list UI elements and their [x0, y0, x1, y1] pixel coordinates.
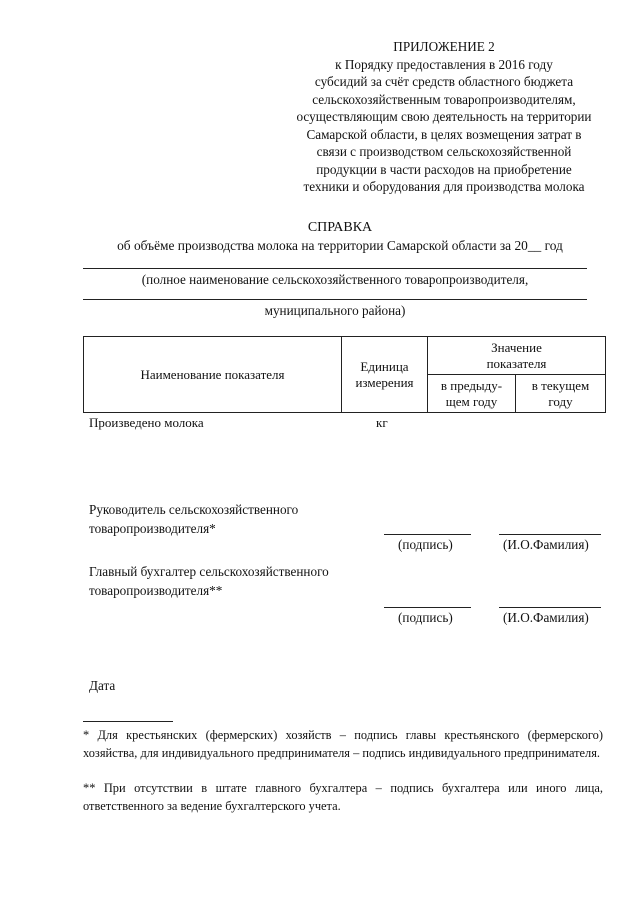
appendix-line: осуществляющим свою деятельность на территории — [296, 109, 592, 124]
producer-name-line — [83, 268, 587, 269]
row-unit: кг — [376, 415, 388, 430]
header-unit: Единица измерения — [342, 337, 428, 413]
header-indicator: Наименование показателя — [84, 337, 342, 413]
appendix-line: к Порядку предоставления в 2016 году — [335, 56, 553, 72]
accountant-name-line — [499, 607, 601, 608]
footnote-1: * Для крестьянских (фермерских) хозяйств – подпись главы крестьянского (фермерского) хозяйства, для индивидуального предпринимателя – подпись индивидуального предпринимателя. — [83, 728, 603, 760]
footnote-2: ** При отсутствии в штате главного бухгалтера – подпись бухгалтера или иного лица, ответственного за ведение бухгалтерского учета. — [83, 781, 603, 813]
accountant-signature-line — [384, 607, 471, 608]
head-signature-caption: (подпись) — [398, 537, 453, 552]
appendix-line: субсидий за счёт средств областного бюджета — [314, 74, 574, 89]
footnote-separator — [83, 721, 173, 722]
head-signature-line — [384, 534, 471, 535]
accountant-label: Главный бухгалтер сельскохозяйственного товаропроизводителя** — [89, 564, 329, 598]
appendix-line: техники и оборудования для производства молока — [303, 179, 585, 194]
date-label: Дата — [89, 678, 116, 693]
head-name-caption: (И.О.Фамилия) — [503, 537, 589, 552]
appendix-line: продукции в части расходов на приобретение — [316, 161, 572, 177]
head-label: Руководитель сельскохозяйственного товаропроизводителя* — [89, 502, 299, 536]
header-previous-year: в предыду- щем году — [428, 375, 516, 413]
accountant-name-caption: (И.О.Фамилия) — [503, 610, 589, 625]
document-title: СПРАВКА — [307, 220, 373, 235]
row-indicator: Произведено молока — [89, 415, 204, 430]
producer-caption-1: (полное наименование сельскохозяйственного товаропроизводителя, — [141, 272, 529, 287]
header-value: Значение показателя — [428, 337, 606, 375]
appendix-title: ПРИЛОЖЕНИЕ 2 — [393, 39, 495, 54]
district-name-line — [83, 299, 587, 300]
appendix-line: Самарской области, в целях возмещения затрат в — [306, 126, 582, 142]
accountant-signature-caption: (подпись) — [398, 610, 453, 625]
document-subtitle: об объёме производства молока на территории Самарской области за 20__ год — [117, 238, 563, 253]
producer-caption-2: муниципального района) — [264, 303, 406, 318]
appendix-line: связи с производством сельскохозяйственной — [316, 144, 572, 159]
appendix-block — [280, 38, 608, 196]
appendix-line: сельскохозяйственным товаропроизводителям, — [312, 91, 576, 107]
header-current-year: в текущем году — [516, 375, 606, 413]
head-name-line — [499, 534, 601, 535]
indicator-table — [83, 336, 606, 413]
